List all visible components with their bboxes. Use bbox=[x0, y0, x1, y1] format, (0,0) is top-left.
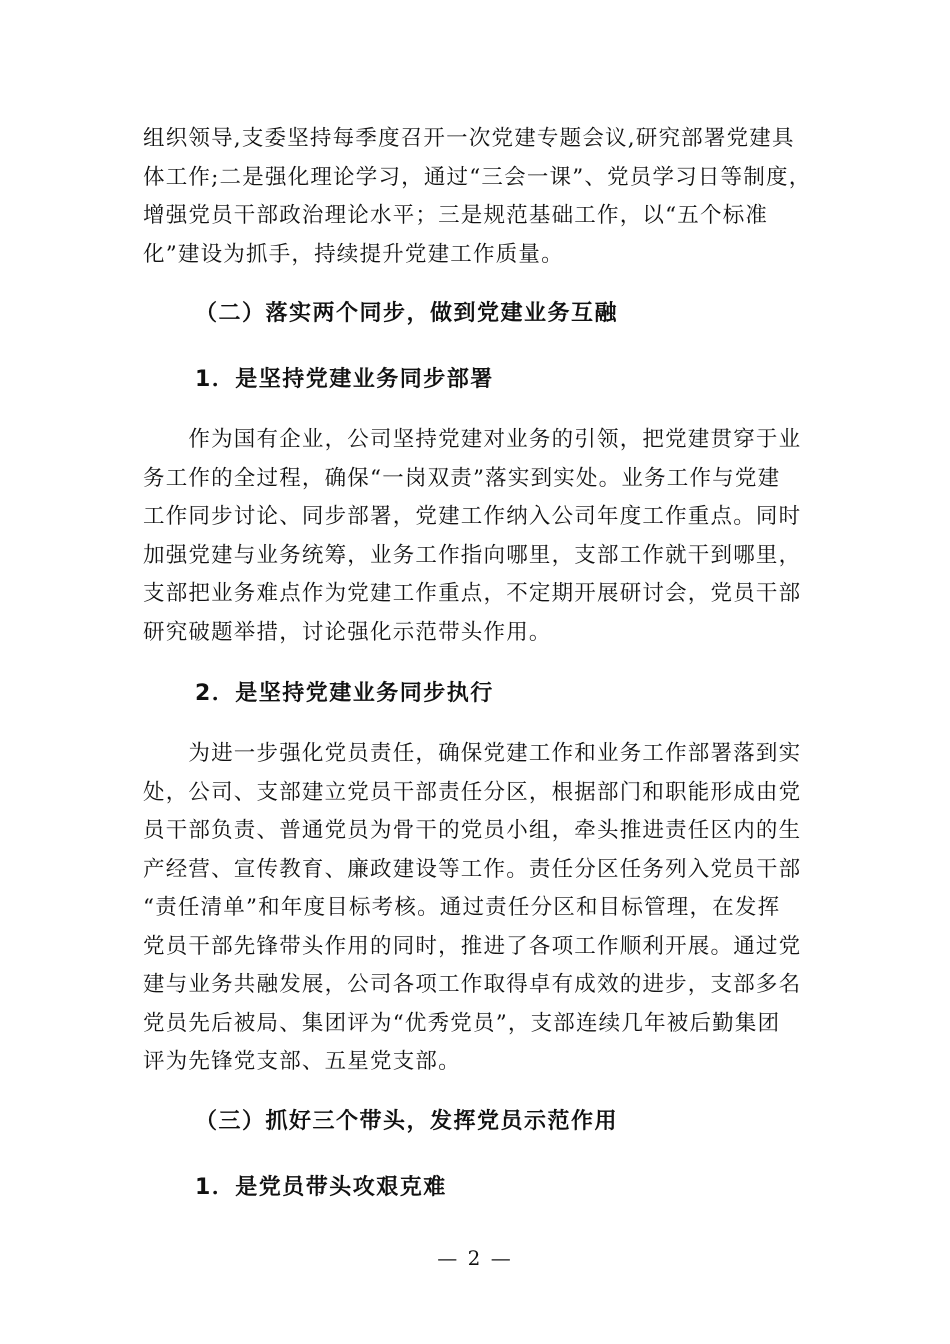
subsection-heading-2-2: 2．是坚持党建业务同步执行 bbox=[195, 681, 494, 706]
page-number: — 2 — bbox=[437, 1246, 513, 1270]
text-line: 加强党建与业务统筹，业务工作指向哪里，支部工作就干到哪里， bbox=[143, 542, 802, 568]
text-line: “责任清单”和年度目标考核。通过责任分区和目标管理，在发挥 bbox=[143, 895, 781, 920]
text-line: 产经营、宣传教育、廉政建设等工作。责任分区任务列入党员干部 bbox=[143, 856, 802, 882]
subsection-heading-2-1: 1．是坚持党建业务同步部署 bbox=[195, 367, 494, 392]
text-line: 支部把业务难点作为党建工作重点，不定期开展研讨会，党员干部 bbox=[143, 581, 802, 606]
text-line: 增强党员干部政治理论水平；三是规范基础工作，以“五个标准 bbox=[143, 203, 769, 228]
text-line: 党员干部先锋带头作用的同时，推进了各项工作顺利开展。通过党 bbox=[143, 933, 802, 959]
text-line: 建与业务共融发展，公司各项工作取得卓有成效的进步，支部多名 bbox=[143, 972, 802, 997]
text-line: 作为国有企业，公司坚持党建对业务的引领，把党建贯穿于业 bbox=[143, 427, 802, 452]
paragraph-2-2 bbox=[143, 735, 808, 1082]
paragraph-2-1 bbox=[143, 421, 808, 652]
section-heading-3: （三）抓好三个带头，发挥党员示范作用 bbox=[195, 1109, 619, 1134]
text-line: 研究破题举措，讨论强化示范带头作用。 bbox=[143, 619, 552, 645]
text-line: 党员先后被局、集团评为“优秀党员”，支部连续几年被后勤集团 bbox=[143, 1010, 781, 1036]
section-heading-2: （二）落实两个同步，做到党建业务互融 bbox=[195, 301, 619, 326]
text-line: 务工作的全过程，确保“一岗双责”落实到实处。业务工作与党建 bbox=[143, 465, 781, 491]
text-line: 化”建设为抓手，持续提升党建工作质量。 bbox=[143, 241, 564, 267]
text-line: 为进一步强化党员责任，确保党建工作和业务工作部署落到实 bbox=[143, 741, 802, 766]
text-line: 组织领导,支委坚持每季度召开一次党建专题会议,研究部署党建具 bbox=[143, 126, 795, 151]
intro-paragraph bbox=[143, 120, 812, 274]
subsection-heading-3-1: 1．是党员带头攻艰克难 bbox=[195, 1175, 447, 1200]
text-line: 工作同步讨论、同步部署，党建工作纳入公司年度工作重点。同时 bbox=[143, 504, 802, 529]
text-line: 员干部负责、普通党员为骨干的党员小组，牵头推进责任区内的生 bbox=[143, 818, 802, 843]
text-line: 评为先锋党支部、五星党支部。 bbox=[143, 1049, 461, 1074]
text-line: 体工作;二是强化理论学习，通过“三会一课”、党员学习日等制度， bbox=[143, 164, 812, 190]
text-line: 处，公司、支部建立党员干部责任分区，根据部门和职能形成由党 bbox=[143, 779, 802, 805]
